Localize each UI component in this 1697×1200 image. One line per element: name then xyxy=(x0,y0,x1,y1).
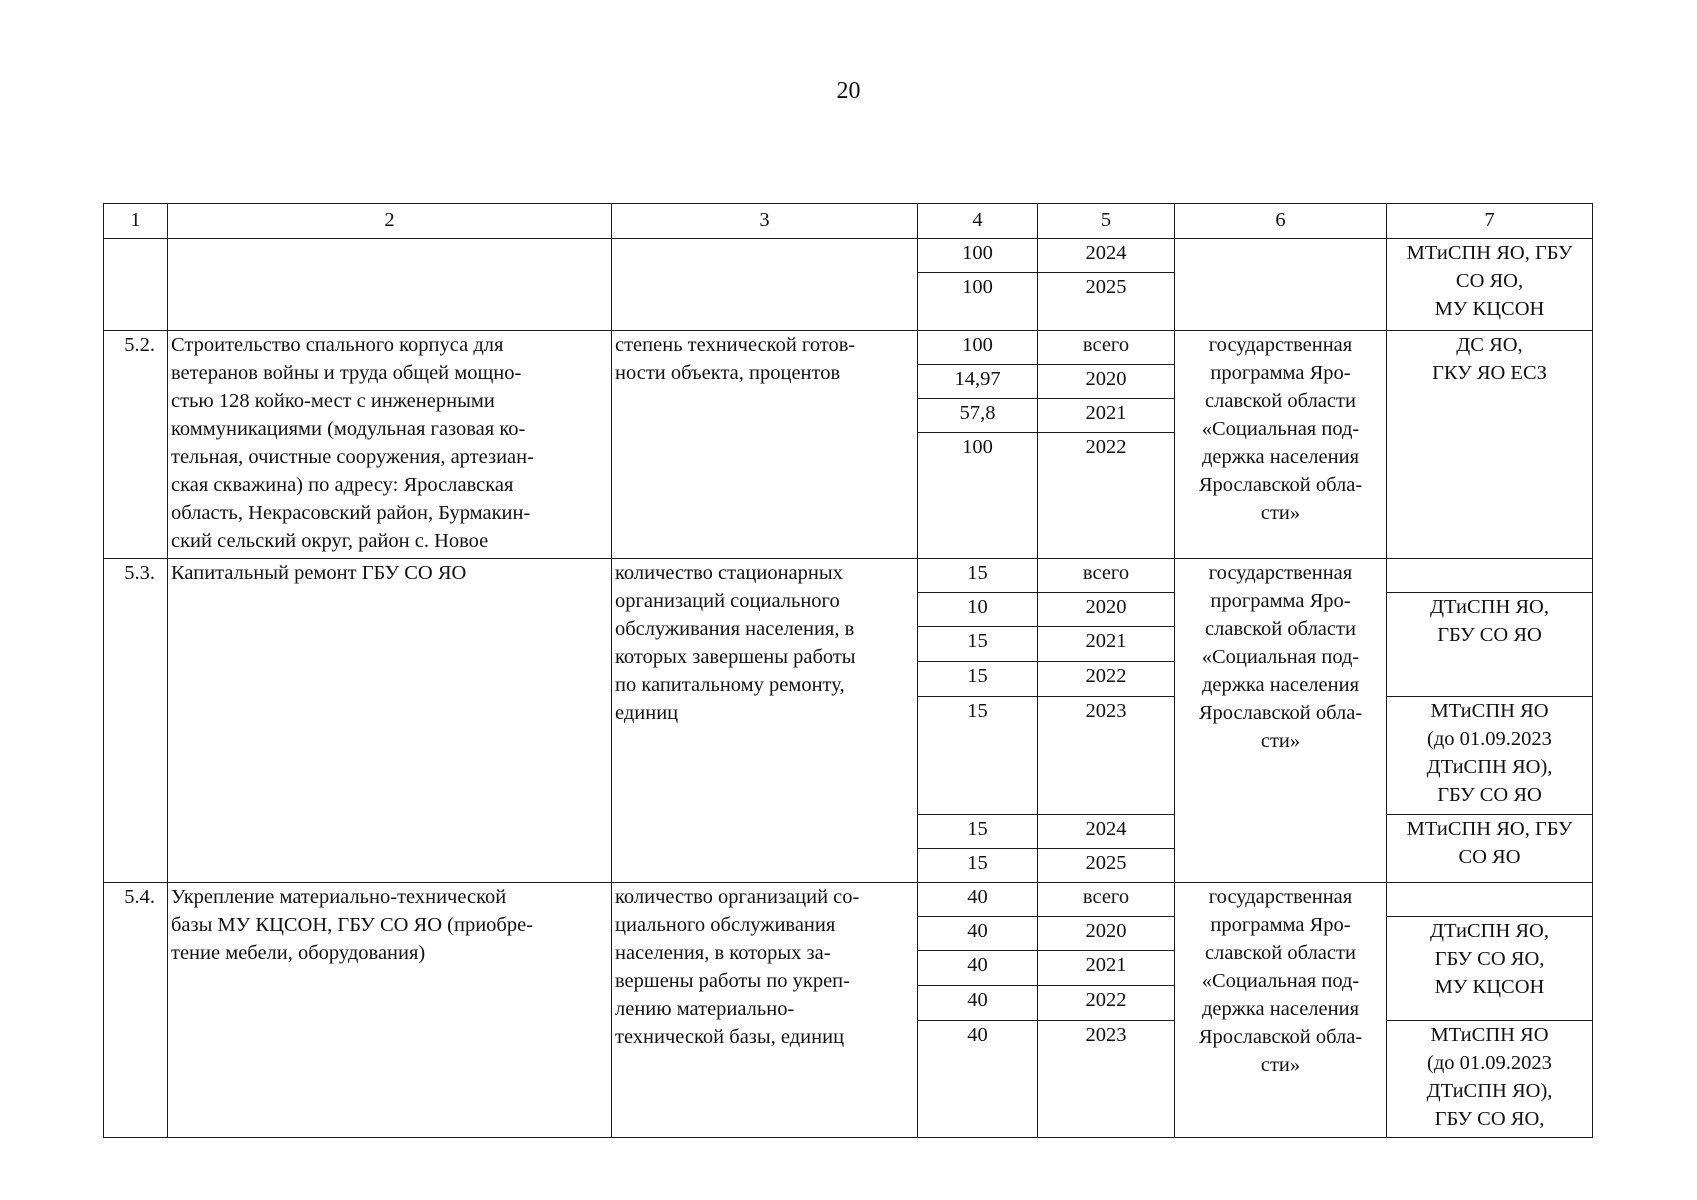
table-row xyxy=(104,239,1593,273)
indicator-cell: количество организаций со- циального обслуживания населения, в которых за- вершены работы по укреп- лению материально- технической базы, единиц xyxy=(612,883,918,1138)
table-row xyxy=(104,559,1593,593)
item-name-cell xyxy=(168,239,612,331)
year-cell: 2020 xyxy=(1038,917,1175,951)
table-row xyxy=(104,331,1593,365)
page-number: 20 xyxy=(836,78,861,104)
indicator-cell: количество стационарных организаций социального обслуживания населения, в которых завершены работы по капитальному ремонту, единиц xyxy=(612,559,918,883)
header-cell: 1 xyxy=(104,204,168,239)
executor-cell xyxy=(1387,559,1593,593)
value-cell: 14,97 xyxy=(918,365,1038,399)
year-cell: 2024 xyxy=(1038,815,1175,849)
value-cell: 40 xyxy=(918,986,1038,1021)
value-cell: 15 xyxy=(918,815,1038,849)
table-row xyxy=(104,883,1593,917)
year-cell: 2022 xyxy=(1038,986,1175,1021)
header-cell: 3 xyxy=(612,204,918,239)
program-cell: государственная программа Яро- славской области «Социальная под- держка населения Ярославской обла- сти» xyxy=(1175,883,1387,1138)
executor-cell: ДТиСПН ЯО, ГБУ СО ЯО, МУ КЦСОН xyxy=(1387,917,1593,1021)
executor-cell: МТиСПН ЯО, ГБУ СО ЯО xyxy=(1387,815,1593,883)
program-cell: государственная программа Яро- славской области «Социальная под- держка населения Ярославской обла- сти» xyxy=(1175,559,1387,883)
year-cell: 2021 xyxy=(1038,951,1175,986)
year-cell: 2021 xyxy=(1038,399,1175,433)
item-number-cell: 5.4. xyxy=(104,883,168,1138)
value-cell: 15 xyxy=(918,627,1038,662)
item-name-cell: Капитальный ремонт ГБУ СО ЯО xyxy=(168,559,612,883)
year-cell: 2025 xyxy=(1038,849,1175,883)
year-cell: 2020 xyxy=(1038,365,1175,399)
indicator-cell: степень технической готов- ности объекта, процентов xyxy=(612,331,918,559)
executor-cell xyxy=(1387,883,1593,917)
value-cell: 15 xyxy=(918,662,1038,697)
year-cell: всего xyxy=(1038,883,1175,917)
executor-cell: ДС ЯО, ГКУ ЯО ЕСЗ xyxy=(1387,331,1593,559)
year-cell: 2022 xyxy=(1038,433,1175,559)
year-cell: всего xyxy=(1038,559,1175,593)
year-cell: 2022 xyxy=(1038,662,1175,697)
item-name-cell: Укрепление материально-технической базы МУ КЦСОН, ГБУ СО ЯО (приобре- тение мебели, оборудования) xyxy=(168,883,612,1138)
executor-cell: МТиСПН ЯО (до 01.09.2023 ДТиСПН ЯО), ГБУ СО ЯО xyxy=(1387,697,1593,815)
header-cell: 6 xyxy=(1175,204,1387,239)
year-cell: 2025 xyxy=(1038,273,1175,331)
value-cell: 100 xyxy=(918,239,1038,273)
year-cell: всего xyxy=(1038,331,1175,365)
value-cell: 57,8 xyxy=(918,399,1038,433)
value-cell: 40 xyxy=(918,917,1038,951)
item-name-cell: Строительство спального корпуса для ветеранов войны и труда общей мощно- стью 128 койко-мест с инженерными коммуникациями (модульная газовая ко- тельная, очистные сооружения, артезиан- ская скважина) по адресу: Ярославская область, Некрасовский район, Бурмакин- ский сельский округ, район с. Новое xyxy=(168,331,612,559)
value-cell: 15 xyxy=(918,559,1038,593)
header-cell: 7 xyxy=(1387,204,1593,239)
value-cell: 40 xyxy=(918,883,1038,917)
year-cell: 2021 xyxy=(1038,627,1175,662)
executor-cell: ДТиСПН ЯО, ГБУ СО ЯО xyxy=(1387,593,1593,697)
year-cell: 2023 xyxy=(1038,1021,1175,1138)
program-table xyxy=(103,203,1593,1138)
year-cell: 2020 xyxy=(1038,593,1175,627)
value-cell: 100 xyxy=(918,331,1038,365)
program-cell: государственная программа Яро- славской области «Социальная под- держка населения Ярославской обла- сти» xyxy=(1175,331,1387,559)
header-row xyxy=(104,204,1593,239)
value-cell: 15 xyxy=(918,697,1038,815)
item-number-cell xyxy=(104,239,168,331)
executor-cell: МТиСПН ЯО, ГБУ СО ЯО, МУ КЦСОН xyxy=(1387,239,1593,331)
value-cell: 100 xyxy=(918,433,1038,559)
indicator-cell xyxy=(612,239,918,331)
year-cell: 2024 xyxy=(1038,239,1175,273)
value-cell: 15 xyxy=(918,849,1038,883)
item-number-cell: 5.2. xyxy=(104,331,168,559)
executor-cell: МТиСПН ЯО (до 01.09.2023 ДТиСПН ЯО), ГБУ СО ЯО, xyxy=(1387,1021,1593,1138)
value-cell: 40 xyxy=(918,951,1038,986)
header-cell: 5 xyxy=(1038,204,1175,239)
value-cell: 10 xyxy=(918,593,1038,627)
value-cell: 40 xyxy=(918,1021,1038,1138)
item-number-cell: 5.3. xyxy=(104,559,168,883)
value-cell: 100 xyxy=(918,273,1038,331)
program-cell xyxy=(1175,239,1387,331)
header-cell: 4 xyxy=(918,204,1038,239)
header-cell: 2 xyxy=(168,204,612,239)
year-cell: 2023 xyxy=(1038,697,1175,815)
